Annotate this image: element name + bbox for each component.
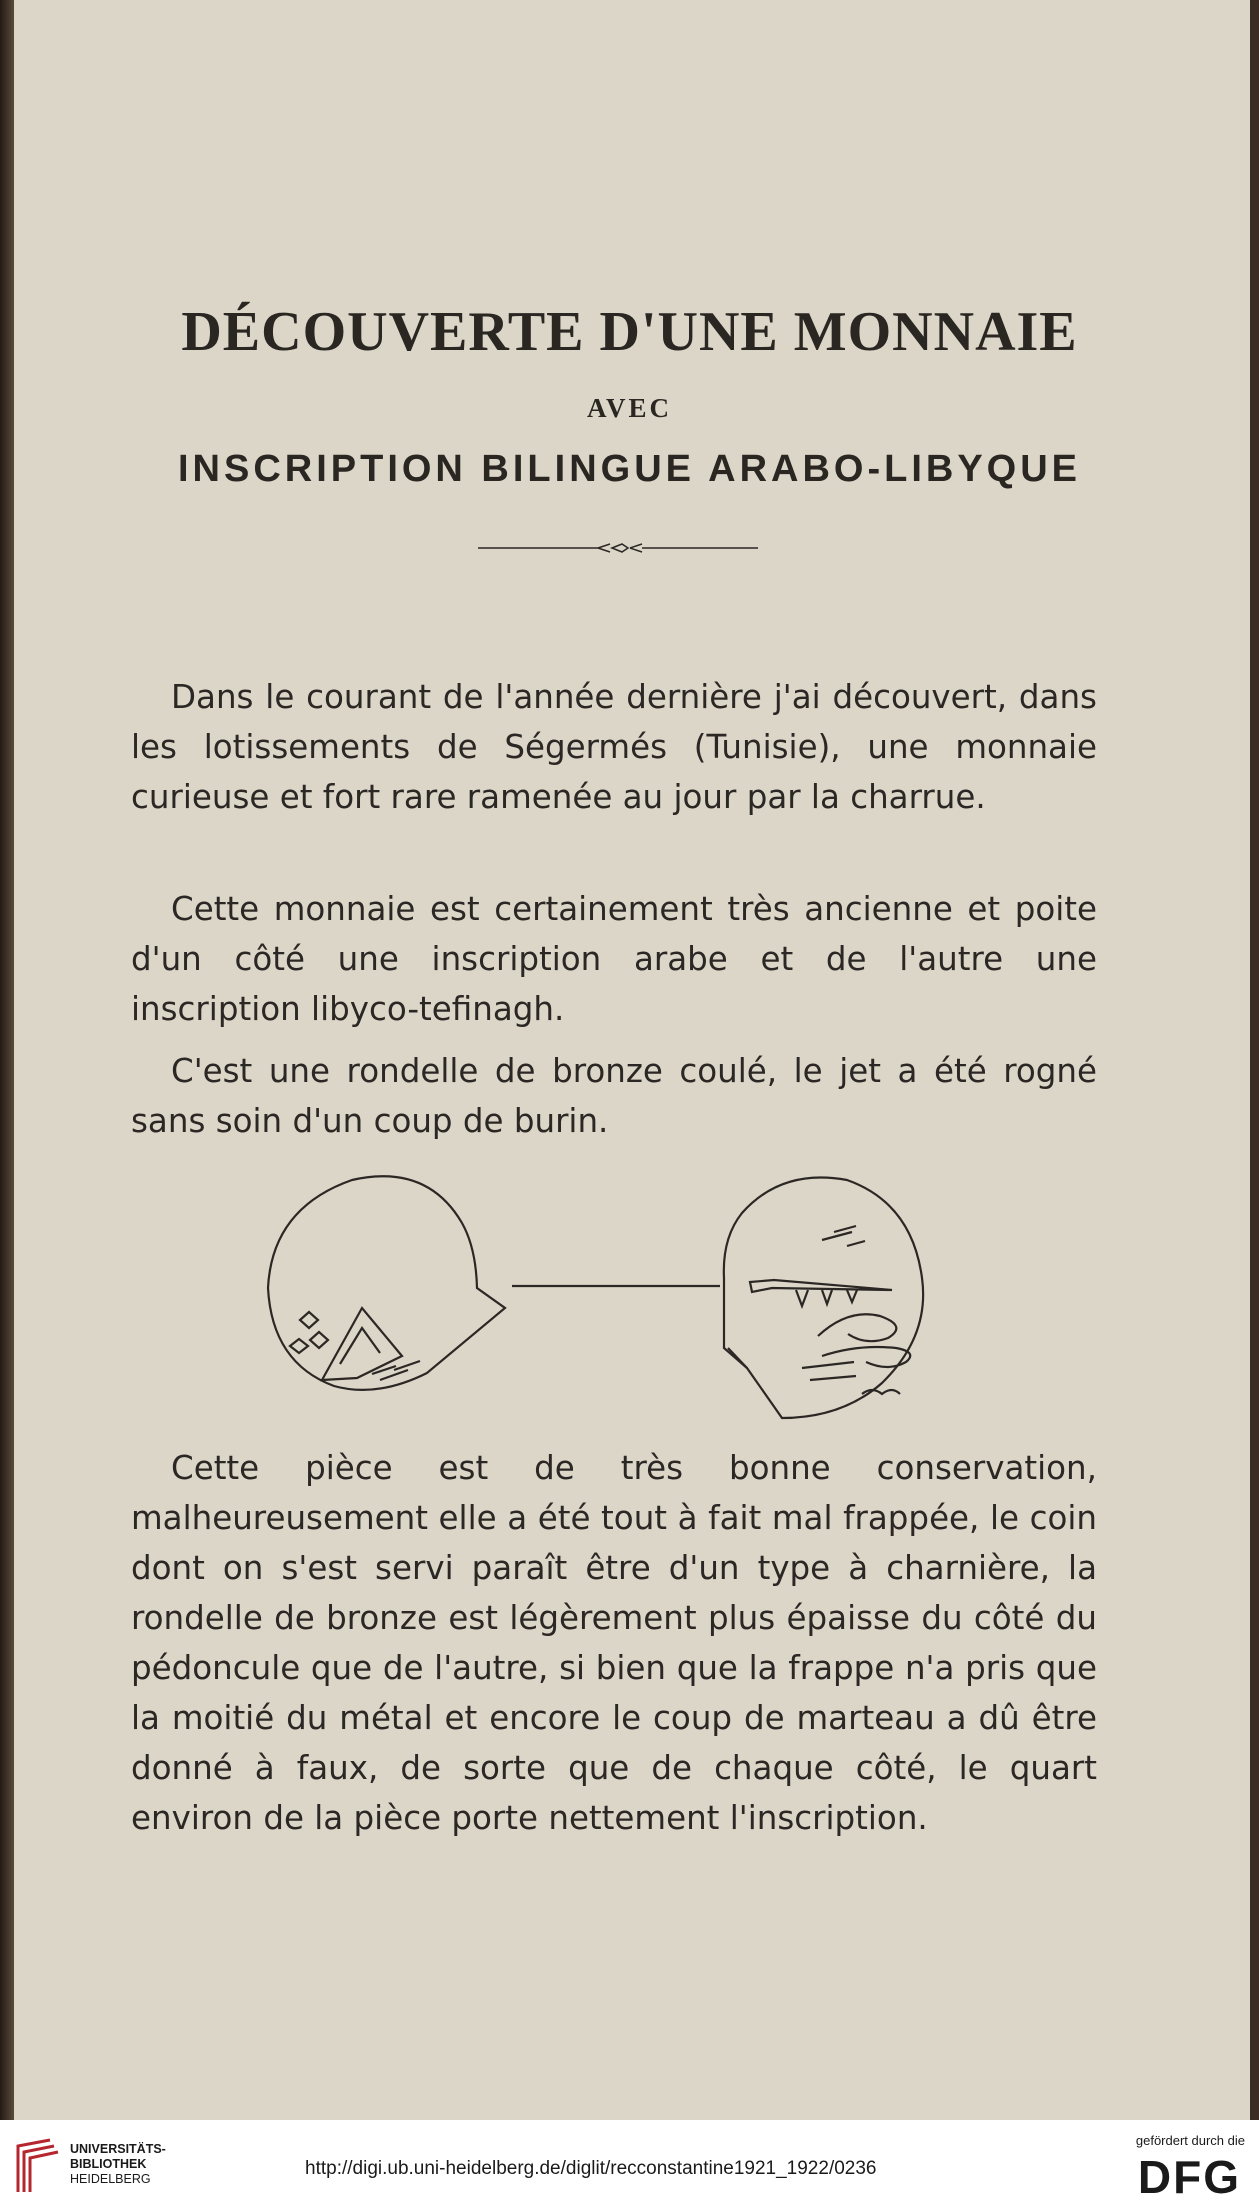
funding-caption: gefördert durch die [1135,2133,1245,2148]
ornament-divider [478,538,758,558]
paragraph-2: Cette monnaie est certainement très ancienne et poite d'un côté une inscription arabe et de l'autre une inscription libyco-tefinagh. [131,890,1097,1028]
university-library-logo-icon [14,2138,60,2194]
page-heading: INSCRIPTION BILINGUE ARABO-LIBYQUE [177,448,1082,490]
logo-line-2: BIBLIOTHEK [70,2157,147,2171]
coin-right-drawing [724,1177,923,1418]
page-subtitle: AVEC [586,393,673,423]
page-title: DÉCOUVERTE D'UNE MONNAIE [181,301,1078,363]
paragraph-3: C'est une rondelle de bronze coulé, le jet a été rogné sans soin d'un coup de burin. [131,1052,1097,1140]
dfg-logo: DFG [1137,2151,1241,2203]
logo-line-1: UNIVERSITÄTS- [70,2142,166,2156]
coin-illustration [262,1168,972,1433]
coin-left-drawing [268,1176,505,1390]
paragraph-1: Dans le courant de l'année dernière j'ai découvert, dans les lotissements de Ségermés (Tunisie), une monnaie curieuse et fort rare ramenée au jour par la charrue. [131,678,1097,816]
permalink-url[interactable]: http://digi.ub.uni-heidelberg.de/diglit/recconstantine1921_1922/0236 [305,2158,877,2179]
paragraph-4: Cette pièce est de très bonne conservation, malheureusement elle a été tout à fait mal frappée, le coin dont on s'est servi paraît être d'un type à charnière, la rondelle de bronze est légèrement plus épaisse du côté du pédoncule que de l'autre, si bien que la frappe n'a pris que la moitié du métal et encore le coup de marteau a dû être donné à faux, de sorte que de chaque côté, le quart environ de la pièce porte nettement l'inscription. [131,1449,1097,1837]
footer-bar [0,2120,1259,2211]
library-name [70,2142,190,2187]
logo-line-3: HEIDELBERG [70,2172,151,2186]
